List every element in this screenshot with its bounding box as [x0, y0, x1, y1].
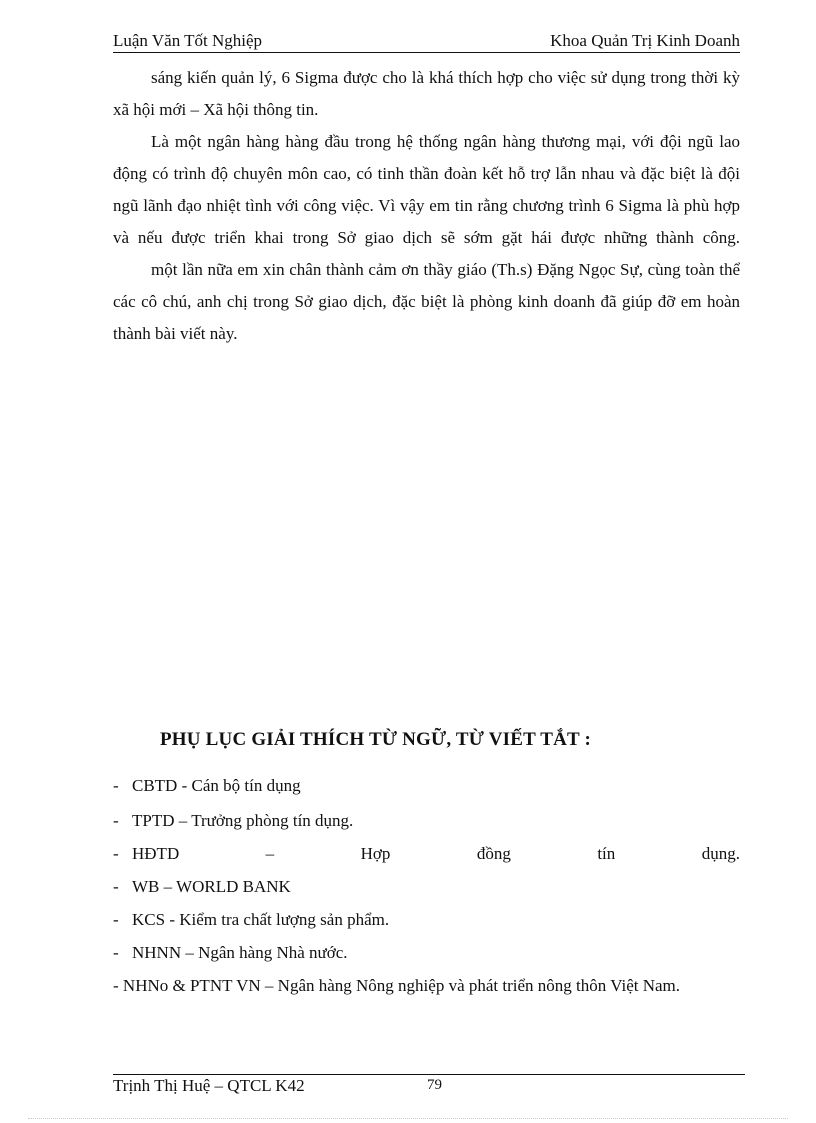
abbreviation-nhno: NHNo & PTNT VN – Ngân hàng Nông nghiệp và phát triển nông thôn Việt Nam.	[122, 976, 681, 995]
list-item	[113, 937, 740, 968]
appendix-title: PHỤ LỤC GIẢI THÍCH TỪ NGỮ, TỪ VIẾT TẮT :	[160, 729, 592, 750]
list-bullet: -	[113, 943, 119, 962]
page-number: 79	[427, 1077, 442, 1093]
list-bullet: -	[113, 877, 119, 896]
page-header	[113, 31, 740, 53]
paragraph-1: sáng kiến quản lý, 6 Sigma được cho là khá thích hợp cho việc sử dụng trong thời kỳ xã hội mới – Xã hội thông tin.	[113, 68, 740, 119]
page-footer	[113, 1076, 745, 1096]
list-item	[113, 838, 740, 869]
header-faculty: Khoa Quản Trị Kinh Doanh	[550, 31, 740, 50]
abbreviation-wb: WB – WORLD BANK	[132, 877, 291, 896]
abbreviation-kcs: KCS - Kiểm tra chất lượng sản phẩm.	[132, 910, 390, 929]
list-item	[113, 805, 740, 836]
list-bullet: -	[113, 910, 119, 929]
page-edge-divider	[28, 1118, 788, 1119]
footer-author: Trịnh Thị Huệ – QTCL K42	[113, 1076, 305, 1095]
list-item	[113, 871, 740, 902]
list-bullet: -	[113, 844, 119, 863]
abbreviation-hdtd: HĐTD – Hợp đồng tín dụng.	[132, 844, 740, 863]
list-item	[113, 770, 740, 801]
list-bullet: -	[113, 776, 119, 795]
list-item	[113, 970, 740, 1001]
abbreviation-tptd: TPTD – Trưởng phòng tín dụng.	[132, 811, 354, 830]
paragraph-3: một lần nữa em xin chân thành cảm ơn thầy giáo (Th.s) Đặng Ngọc Sự, cùng toàn thể các cô chú, anh chị trong Sở giao dịch, đặc biệt là phòng kinh doanh đã giúp đỡ em hoàn thành bài viết này.	[113, 260, 740, 343]
body-text	[113, 62, 740, 350]
list-item	[113, 904, 740, 935]
list-bullet: -	[113, 811, 119, 830]
abbreviation-list	[113, 770, 740, 1003]
header-thesis-title: Luận Văn Tốt Nghiệp	[113, 31, 263, 50]
abbreviation-nhnn: NHNN – Ngân hàng Nhà nước.	[132, 943, 348, 962]
abbreviation-cbtd: CBTD - Cán bộ tín dụng	[132, 776, 301, 795]
list-bullet: -	[113, 976, 119, 995]
paragraph-2: Là một ngân hàng hàng đầu trong hệ thống ngân hàng thương mại, với đội ngũ lao động có trình độ chuyên môn cao, có tinh thần đoàn kết hỗ trợ lẫn nhau và đặc biệt là đội ngũ lãnh đạo nhiệt tình với công việc. Vì vậy em tin rằng chương trình 6 Sigma là phù hợp và nếu được triển khai trong Sở giao dịch sẽ sớm gặt hái được những thành công.	[113, 132, 740, 247]
